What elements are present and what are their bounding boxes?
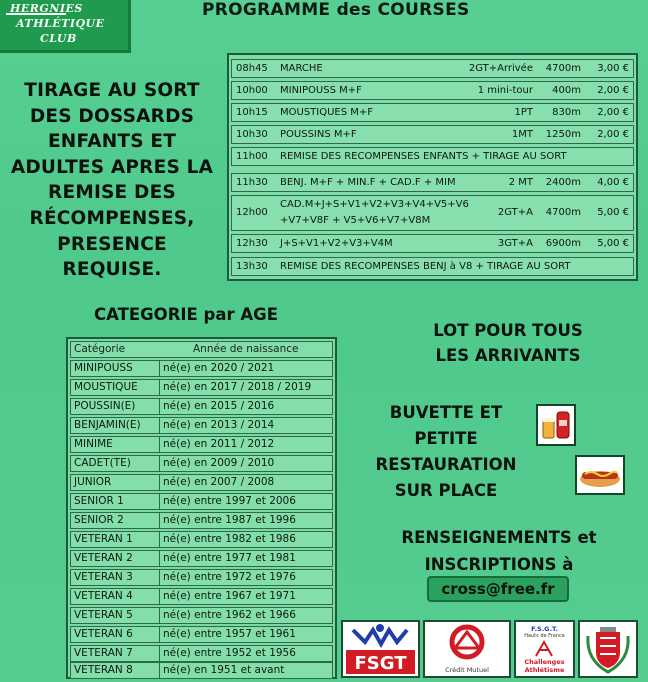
category-row (70, 474, 333, 491)
sponsor-crest (578, 620, 638, 678)
category-years: né(e) entre 1952 et 1956 (163, 647, 296, 659)
category-row (70, 607, 333, 624)
category-name: VETERAN 5 (74, 609, 133, 621)
category-row (70, 645, 333, 662)
categories-header-row (70, 341, 333, 358)
schedule-desc-line2: +V7+V8F + V5+V6+V7+V8M (280, 215, 431, 226)
schedule-desc: MINIPOUSS M+F (280, 85, 362, 96)
buvette-notice (360, 400, 532, 504)
schedule-time: 11h00 (236, 151, 268, 162)
lot-line: LES ARRIVANTS (435, 346, 581, 365)
schedule-row (231, 173, 634, 192)
category-years: né(e) entre 1957 et 1961 (163, 628, 296, 640)
category-name: BENJAMIN(E) (74, 419, 141, 431)
category-row (70, 417, 333, 434)
schedule-desc: REMISE DES RECOMPENSES ENFANTS + TIRAGE AU SORT (280, 151, 567, 162)
credit-label: Crédit Mutuel (445, 666, 489, 674)
category-years: né(e) en 1951 et avant (163, 664, 285, 676)
buvette-line: PETITE (414, 429, 478, 448)
fsgt-hdf-athletisme: Athlétisme (524, 666, 565, 674)
category-row (70, 379, 333, 396)
schedule-type: 1MT (511, 129, 533, 140)
schedule-time: 12h00 (236, 207, 268, 218)
contact-email[interactable]: cross@free.fr (427, 576, 569, 602)
schedule-distance: 2400m (545, 177, 581, 188)
category-name: POUSSIN(E) (74, 400, 136, 412)
info-notice (368, 524, 630, 578)
schedule-type: 3GT+A (497, 238, 533, 249)
schedule-desc: BENJ. M+F + MIN.F + CAD.F + MIM (280, 177, 456, 188)
category-name: SENIOR 1 (74, 495, 124, 507)
draw-notice (6, 78, 218, 283)
schedule-desc: J+S+V1+V2+V3+V4M (280, 238, 393, 249)
schedule-desc: MOUSTIQUES M+F (280, 107, 374, 118)
category-row (70, 398, 333, 415)
category-years: né(e) entre 1972 et 1976 (163, 571, 296, 583)
schedule-price: 5,00 € (597, 207, 629, 218)
schedule-distance: 6900m (545, 238, 581, 249)
category-years: né(e) en 2009 / 2010 (163, 457, 275, 469)
schedule-time: 08h45 (236, 63, 268, 74)
category-row (70, 436, 333, 453)
sponsor-fsgt (341, 620, 420, 678)
schedule-distance: 400m (552, 85, 581, 96)
category-name: VETERAN 8 (74, 664, 133, 676)
schedule-distance: 830m (552, 107, 581, 118)
category-name: MINIME (74, 438, 113, 450)
category-years: né(e) entre 1967 et 1971 (163, 590, 296, 602)
category-row (70, 493, 333, 510)
draw-notice-line: RÉCOMPENSES, (29, 207, 195, 229)
category-row (70, 569, 333, 586)
category-years: né(e) entre 1987 et 1996 (163, 514, 296, 526)
header-year: Année de naissance (193, 343, 299, 355)
category-row (70, 512, 333, 529)
category-years: né(e) en 2015 / 2016 (163, 400, 275, 412)
schedule-price: 3,00 € (597, 63, 629, 74)
draw-notice-line: REMISE DES (48, 182, 176, 204)
fsgt-hdf-region: Hauts de France (524, 633, 565, 639)
schedule-row (231, 147, 634, 166)
category-years: né(e) entre 1997 et 2006 (163, 495, 296, 507)
sponsor-fsgt-hdf (514, 620, 575, 678)
draw-notice-line: REQUISE. (62, 259, 162, 281)
schedule-row (231, 81, 634, 100)
schedule-type: 1 mini-tour (477, 85, 533, 96)
buvette-line: RESTAURATION (375, 455, 517, 474)
category-name: VETERAN 3 (74, 571, 133, 583)
category-years: né(e) entre 1962 et 1966 (163, 609, 296, 621)
draw-notice-line: TIRAGE AU SORT (24, 80, 200, 101)
category-years: né(e) entre 1982 et 1986 (163, 533, 296, 545)
schedule-time: 12h30 (236, 238, 268, 249)
category-row (70, 550, 333, 567)
category-years: né(e) en 2020 / 2021 (163, 362, 275, 374)
schedule-price: 2,00 € (597, 107, 629, 118)
fsgt-label: FSGT (354, 653, 407, 674)
schedule-row (231, 103, 634, 122)
category-years: né(e) en 2007 / 2008 (163, 476, 275, 488)
category-years: né(e) en 2011 / 2012 (163, 438, 275, 450)
schedule-desc: CAD.M+J+S+V1+V2+V3+V4+V5+V6 (280, 199, 469, 210)
header-category: Catégorie (74, 343, 126, 355)
schedule-price: 4,00 € (597, 177, 629, 188)
category-row (70, 588, 333, 605)
schedule-time: 10h00 (236, 85, 268, 96)
schedule-desc: MARCHE (280, 63, 323, 74)
draw-notice-line: ENFANTS ET (47, 131, 177, 153)
schedule-distance: 4700m (545, 207, 581, 218)
category-row (70, 455, 333, 472)
draw-notice-line: PRESENCE (57, 233, 167, 255)
sponsor-credit-mutuel (423, 620, 511, 678)
schedule-distance: 4700m (545, 63, 581, 74)
category-name: CADET(TE) (74, 457, 131, 469)
schedule-type: 1PT (514, 107, 533, 118)
club-name-line1: HERGNIES (10, 2, 83, 15)
hotdog-icon (575, 455, 625, 495)
schedule-row (231, 125, 634, 144)
draw-notice-line: DES DOSSARDS (29, 105, 195, 127)
schedule-row (231, 257, 634, 276)
lot-notice (398, 318, 618, 368)
category-row (70, 662, 333, 679)
category-name: VETERAN 2 (74, 552, 133, 564)
category-row (70, 531, 333, 548)
category-years: né(e) en 2013 / 2014 (163, 419, 275, 431)
drinks-icon (536, 404, 576, 446)
schedule-distance: 1250m (545, 129, 581, 140)
schedule-desc: POUSSINS M+F (280, 129, 357, 140)
category-row (70, 360, 333, 377)
schedule-time: 10h30 (236, 129, 268, 140)
category-name: MINIPOUSS (74, 362, 133, 374)
categories-title: CATEGORIE par AGE (94, 305, 278, 324)
schedule-time: 10h15 (236, 107, 268, 118)
category-years: né(e) en 2017 / 2018 / 2019 (163, 381, 312, 393)
category-name: MOUSTIQUE (74, 381, 138, 393)
schedule-price: 2,00 € (597, 129, 629, 140)
category-name: JUNIOR (74, 476, 112, 488)
schedule-row (231, 195, 634, 231)
schedule-row (231, 59, 634, 78)
schedule-price: 2,00 € (597, 85, 629, 96)
club-name-line3: CLUB (40, 32, 77, 45)
page-title: PROGRAMME des COURSES (202, 0, 470, 20)
schedule-type: 2GT+Arrivée (468, 63, 533, 74)
schedule-table (227, 53, 638, 281)
schedule-type: 2 MT (508, 177, 533, 188)
schedule-price: 5,00 € (597, 238, 629, 249)
club-logo (0, 0, 131, 53)
fsgt-hdf-challenges: Challenges (524, 658, 565, 666)
info-line: INSCRIPTIONS à (424, 555, 574, 574)
schedule-row (231, 234, 634, 253)
category-name: VETERAN 7 (74, 647, 133, 659)
category-name: VETERAN 4 (74, 590, 133, 602)
schedule-type: 2GT+A (497, 207, 533, 218)
category-years: né(e) entre 1977 et 1981 (163, 552, 296, 564)
schedule-time: 11h30 (236, 177, 268, 188)
category-row (70, 626, 333, 643)
info-line: RENSEIGNEMENTS et (401, 528, 597, 547)
draw-notice-line: ADULTES APRES LA (10, 156, 214, 178)
fsgt-hdf-title: F.S.G.T. (531, 625, 558, 633)
lot-line: LOT POUR TOUS (433, 321, 583, 340)
club-name-line2: ATHLÉTIQUE (16, 17, 105, 30)
schedule-desc: REMISE DES RECOMPENSES BENJ à V8 + TIRAGE AU SORT (280, 261, 571, 272)
category-name: VETERAN 6 (74, 628, 133, 640)
buvette-line: SUR PLACE (394, 481, 498, 500)
category-name: VETERAN 1 (74, 533, 133, 545)
buvette-line: BUVETTE ET (389, 403, 503, 422)
categories-table (66, 337, 337, 679)
schedule-time: 13h30 (236, 261, 268, 272)
category-name: SENIOR 2 (74, 514, 124, 526)
